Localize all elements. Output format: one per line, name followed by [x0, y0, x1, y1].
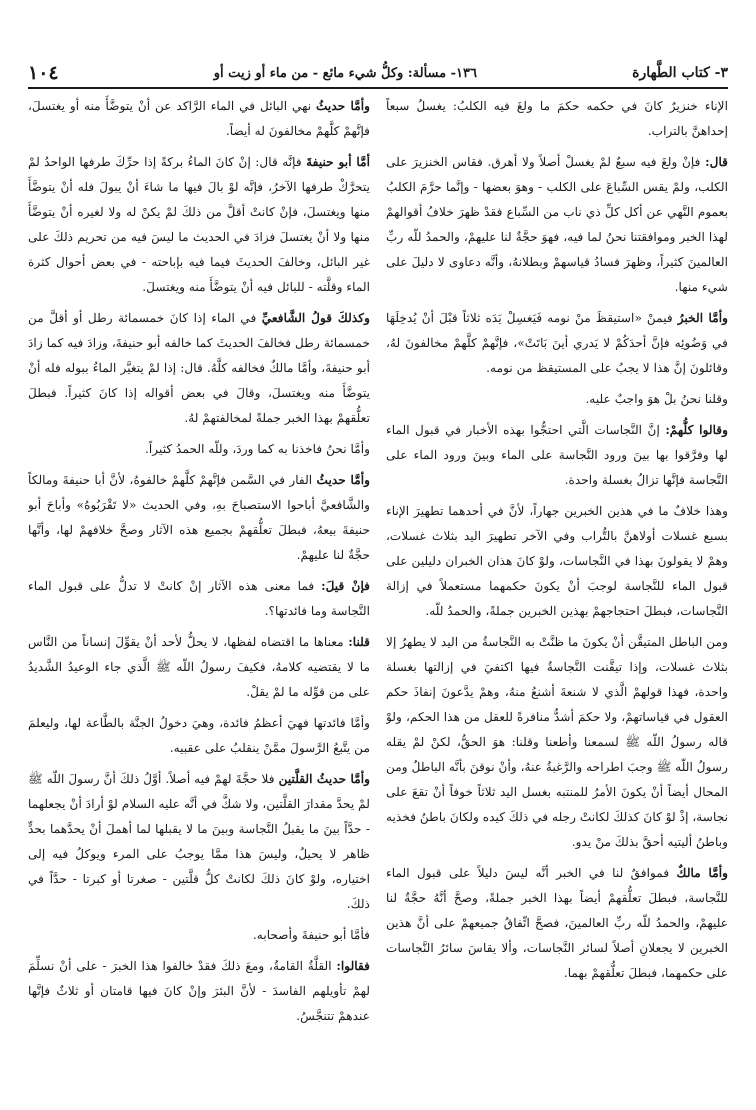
paragraph-text: وقلنا نحنُ بلْ هوَ واجبٌ عليه.	[585, 392, 728, 406]
paragraph-text: فأمَّا أبو حنيفةَ وأصحابه.	[252, 928, 370, 942]
paragraph	[28, 767, 370, 917]
paragraph-text: فموافقٌ لنا في الخبر أنَّه ليسَ دليلاً على قبول الماء للنَّجاسة، فبطلَ تعلُّقهمْ أيضاً بهذا الخبر جملةً، وصحَّ أنَّهُ حجَّةٌ لنا عليهمْ، والحمدُ للّه ربِّ العالمينَ، فصحَّ اتِّفاقُ جميعهمْ على أنَّ هذين الخبرين لا يجعلانِ أصلاً لسائر النَّجاسات، وألا يقاسَ سائرُ النَّجاسات على حكمهما، فبطلَ تعلُّقهمْ بهما.	[386, 866, 728, 980]
paragraph-text: إنَّ النَّجاسات الَّتي احتجُّوا بهذه الأخبار في قبول الماء لها وفرَّقوا بها بينَ ورود النَّجاسة على الماء وبينَ ورود الماء على النَّجاسة فإنَّها تزالُ بغسلة واحدة.	[386, 423, 728, 487]
header-rule	[28, 87, 728, 89]
paragraph	[28, 437, 370, 462]
paragraph-text: الإناء خنزيرٌ كانَ في حكمه حكمَ ما ولغَ فيه الكلبُ: يغسلُ سبعاً إحداهنَّ بالتراب.	[386, 99, 728, 138]
paragraph	[28, 630, 370, 705]
paragraph	[386, 418, 728, 493]
paragraph	[28, 306, 370, 431]
paragraph-text: القلَّةُ القامةُ، ومعَ ذلكَ فقدْ خالفوا هذا الخبرَ - على أنْ نسلِّمَ لهمْ تأويلهم الفاسدَ - لأنَّ البئرَ وإنْ كانَ فيها قامتان أو ثلاثٌ فإنَّها عندهمْ تتنجَّسُ.	[28, 959, 370, 1023]
paragraph	[28, 468, 370, 568]
paragraph-lead: وأمَّا حديثُ	[315, 99, 370, 113]
paragraph-lead: وأمَّا الخبرُ	[677, 311, 728, 325]
paragraph-lead: قلنا:	[348, 635, 370, 649]
paragraph	[386, 306, 728, 381]
paragraph	[386, 387, 728, 412]
paragraph-text: وأمَّا نحنُ فاخذنا به كما وردَ، وللّه الحمدُ كثيراً.	[145, 442, 370, 456]
paragraph-text: فما معنى هذه الآثار إنْ كانتْ لا تدلُّ على قبول الماء النَّجاسة وما فائدتها؟.	[28, 579, 370, 618]
chapter-title: ٣- كتاب الطَّهارة	[632, 65, 728, 81]
paragraph	[28, 94, 370, 144]
paragraph-lead: وأمَّا حديثُ	[316, 473, 370, 487]
paragraph	[28, 923, 370, 948]
paragraph-text: فيمنْ «استيقظَ منْ نومه فَيَغسِلْ يَدَه ثلاثاً قبْلَ أنْ يُدخِلَهَا في وَضُوئِه فإنَّ أحدَكُمْ لا يَدري أينَ بَاتَتْ»، فإنَّهمْ كلَّهمْ مخالفونَ لهُ، وقائلونَ إنَّ هذا لا يجبُ على المستيقظ من نومه.	[386, 311, 728, 375]
paragraph-text: فإنَّه قال: إنْ كانَ الماءُ بركةً إذا حرِّكَ طرفها الواحدُ لمْ يتحرَّكْ طرفها الآخرُ، فإنَّه لوْ بالَ فيها ما شاءَ أنْ يبولَ فله أنْ يتوضَّأَ منها ويغتسلَ، فإنْ كانتْ أقلَّ من ذلكَ لمْ يكنْ له ولا لغيره أنْ يتوضَّأَ منها ولا أنْ يغتسلَ فزادَ في الحديث ما ليسَ فيه من تحريم ذلكَ على غير البائل، وخالفَ الحديثَ فيما فيه بإباحته - في بعض أحوال كثرة الماء وقلَّته - للبائل فيه أنْ يتوضَّأَ منه ويغتسلَ.	[28, 155, 370, 294]
right-column	[386, 94, 728, 1094]
paragraph-text: وهذا خلافٌ ما في هذين الخبرين جهاراً، لأنَّ في أحدهما تطهيرَ الإناء بسبع غسلات أولاهنَّ بالتُّراب وفي الآخر تطهيرَ اليد بثلاث غسلات، وهمْ لا يقولونَ بهذا في النَّجاسات، ولوْ كانَ هذان الخبران دليلين على قبول الماء للنَّجاسة لوجبَ أنْ يكونَ حكمهما مستعملاً في إزالة النَّجاسات، فبطلَ احتجاجهمْ بهذين الخبرين جملةً، والحمدُ للّه.	[386, 504, 728, 618]
paragraph	[28, 150, 370, 300]
section-title: ١٣٦- مسألة: وكلُّ شيء مائع - من ماء أو زيت أو	[213, 65, 477, 81]
paragraph	[386, 499, 728, 624]
paragraph	[28, 574, 370, 624]
paragraph-lead: فقالوا:	[336, 959, 370, 973]
paragraph-lead: وكذلكَ قولُ الشَّافعيِّ	[261, 311, 370, 325]
paragraph-text: في الماء إذا كانَ خمسمائة رطل أو أقلَّ من خمسمائة رطل فخالفَ الحديثَ كما خالفه أبو حنيفةَ، وزادَ فيه كما زادَ أبو حنيفةَ، وأمَّا مالكٌ فخالفه كلَّهُ. قال: إذا لمْ يتغيَّر الماءُ ببوله فله أنْ يتوضَّأَ منه ويغتسلَ، وقالَ في بعض أقواله إذا كانَ كثيراً. فبطلَ تعلُّقهمْ بهذا الخبر جملةً لمخالفتهمْ لهُ.	[28, 311, 370, 425]
paragraph	[386, 630, 728, 855]
paragraph-lead: وأمَّا مالكٌ	[676, 866, 728, 880]
paragraph	[386, 150, 728, 300]
paragraph-text: ومن الباطل المتيقَّن أنْ يكونَ ما ظنَّتْ به النَّجاسةُ من اليد لا يطهرُ إلا بثلاث غسلات، وإذا تيقَّنت النَّجاسةُ فيها اكتفيَ في إزالتها بغسلة واحدة، فهذا قولهمْ الَّذي لا شنعةَ أشنعُ منهُ، وهمْ يدَّعونَ إنفاذَ حكم العقول في قياساتهمْ، ولا حكمَ أشدُّ منافرةً للعقل من هذا الحكم، ولوْ قاله رسولُ اللّه ﷺ لسمعنا وأطعنا وقلنا: هوَ الحقُّ، لكنْ لمْ يقله رسولُ اللّه ﷺ وجبَ اطراحه والرَّغبةُ عنهُ، وأنْ نوقنَ بأنَّه الباطلُ ومن المحال أيضاً أنْ يكونَ الأمرُ للمنتبه بغسل اليد ثلاثاً خوفاً أنْ تقعَ على نجاسة، إذْ لوْ كانَ كذلكَ لكانتْ رجله في ذلكَ كيده ولكانَ باطنُ فخذيه وباطنُ أليتيه أحقَّ بذلكَ منْ يدو.	[386, 635, 728, 849]
paragraph-text: فلا حجَّةَ لهمْ فيه أصلاً. أوَّلُ ذلكَ أنَّ رسولَ اللّه ﷺ لمْ يحدَّ مقدارَ القلَّتين، ولا شكَّ في أنَّه عليه السلام لوْ أرادَ أنْ يجعلهما - حدَّاً بينَ ما يقبلُ النَّجاسة وبينَ ما لا يقبلها لما أهملَ أنْ يحدَّهما بحدٍّ ظاهر لا يحيلُ، وليسَ هذا ممَّا يوجبُ على المرء ويوكلُ فيه إلى اختياره، ولوْ كانَ ذلكَ لكانتْ كلُّ قلَّتين - صغرتا أو كبرتا - حدَّاً في ذلكَ.	[28, 772, 370, 911]
page-header	[28, 60, 728, 86]
paragraph	[28, 711, 370, 761]
paragraph-lead: فإنْ قيلَ:	[321, 579, 370, 593]
paragraph-lead: وقالوا كلُّهمْ:	[665, 423, 728, 437]
paragraph-text: وأمَّا فائدتها فهيَ أعظمُ فائدة، وهيَ دخولُ الجنَّة بالطَّاعة لها، وليعلمَ من يتَّبعُ الرَّسولَ ممَّنْ ينقلبُ على عقبيه.	[28, 716, 370, 755]
left-column	[28, 94, 370, 1094]
paragraph-lead: قال:	[705, 155, 728, 169]
paragraph-text: فإنْ ولغَ فيه سبعٌ لمْ يغسلْ أصلاً ولا أهرق. فقاس الخنزيرَ على الكلب، ولمْ يقس السِّباعَ على الكلب - وهوَ بعضها - وإنَّما حرَّمَ الكلبُ بعموم النَّهي عن أكل كلِّ ذي ناب من السِّباع فقدْ ظهرَ خلافُ أقوالهمْ لهذا الخبر وموافقتنا نحنُ لما فيه، فهوَ حجَّةٌ لنا عليهمْ، والحمدُ للّه ربِّ العالمينَ كثيراً، وظهرَ فسادُ قياسهمْ وبطلانهُ، وأنَّه دعاوى لا دليلَ على شيء منها.	[386, 155, 728, 294]
paragraph	[386, 861, 728, 986]
paragraph-text: الفار في السَّمن فإنَّهمْ كلَّهمْ خالفوهُ، لأنَّ أبا حنيفةَ ومالكاً والشَّافعيَّ أباحوا الاستصباحَ بهِ، وفي الحديث «لا تَقْرَبُوهُ» وأباحَ أبو حنيفةَ بيعهُ، فبطلَ تعلُّقهمْ بجميع هذه الآثار وصحَّ خلافهمْ لها، وأنَّها حجَّةٌ لنا عليهمْ.	[28, 473, 370, 562]
page-number: ١٠٤	[28, 62, 59, 84]
paragraph-text: نهي البائل في الماء الرَّاكد عن أنْ يتوضَّأَ منه أو يغتسلَ، فإنَّهمْ كلَّهمْ مخالفونَ له أيضاً.	[28, 99, 370, 138]
paragraph-lead: أمَّا أبو حنيفةَ	[306, 155, 370, 169]
paragraph-lead: وأمَّا حديثُ القلَّتين	[278, 772, 370, 786]
paragraph-text: معناها ما اقتضاه لفظها، لا يحلُّ لأحد أنْ يقوِّلَ إنساناً من النَّاس ما لا يقتضيه كلامهُ، فكيفَ رسولُ اللّه ﷺ الَّذي جاء الوعيدُ الشَّديدُ على من قوِّله ما لمْ يقلْ.	[28, 635, 370, 699]
paragraph	[386, 94, 728, 144]
paragraph	[28, 954, 370, 1029]
